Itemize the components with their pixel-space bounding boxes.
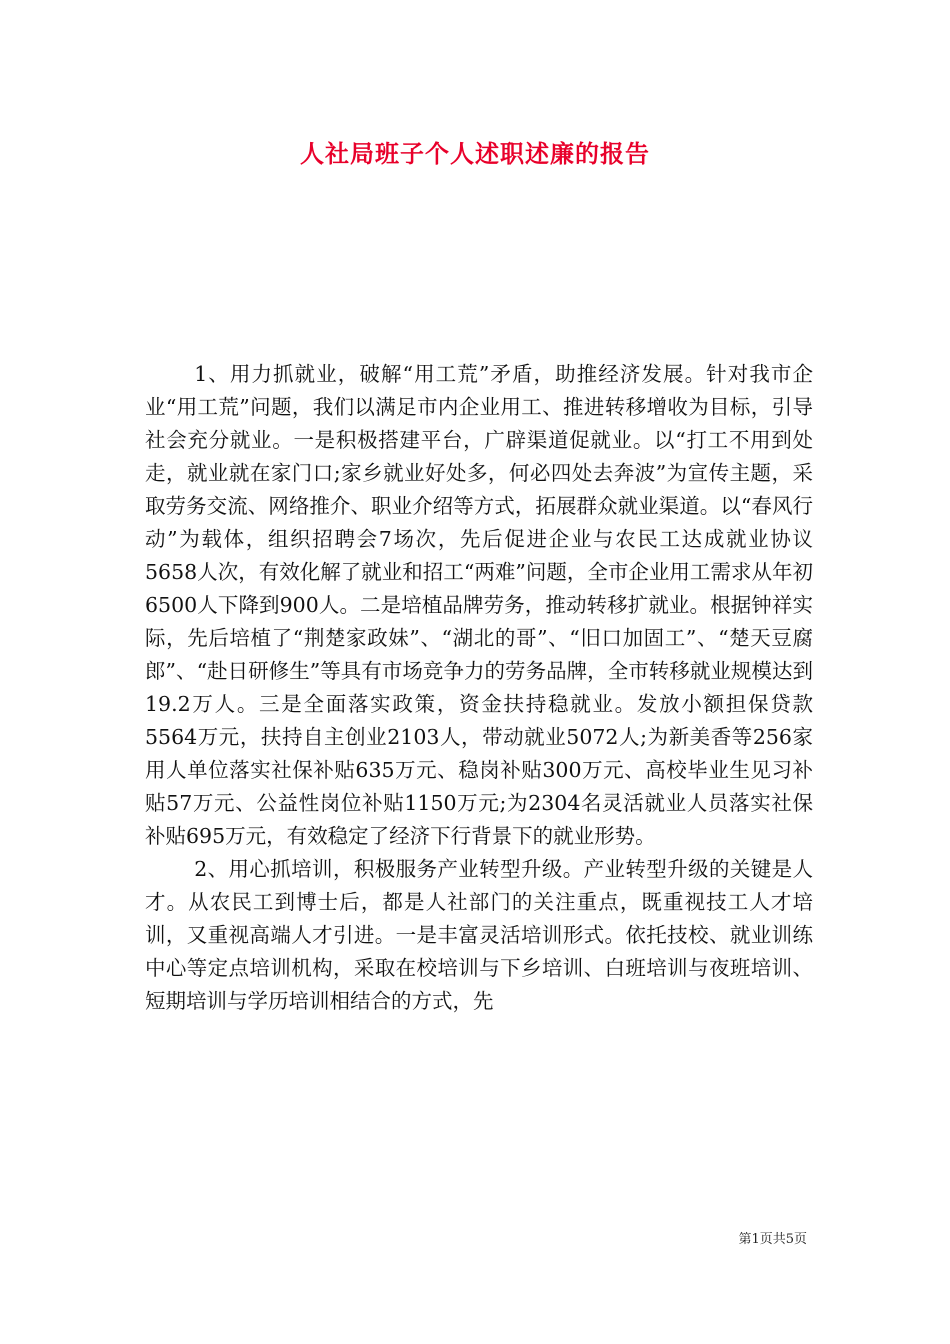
document-title: 人社局班子个人述职述廉的报告 [300, 139, 650, 168]
paragraph-1: 1、用力抓就业，破解“用工荒”矛盾，助推经济发展。针对我市企业“用工荒”问题，我们以满足市内企业用工、推进转移增收为目标，引导社会充分就业。一是积极搭建平台，广辟渠道促就业。以“打工不用到处走，就业就在家门口;家乡就业好处多，何必四处去奔波”为宣传主题，采取劳务交流、网络推介、职业介绍等方式，拓展群众就业渠道。以“春风行动”为载体，组织招聘会7场次，先后促进企业与农民工达成就业协议5658人次，有效化解了就业和招工“两难”问题，全市企业用工需求从年初6500人下降到900人。二是培植品牌劳务，推动转移扩就业。根据钟祥实际，先后培植了“荆楚家政妹”、“湖北的哥”、“旧口加固工”、“楚天豆腐郎”、“赴日研修生”等具有市场竞争力的劳务品牌，全市转移就业规模达到19.2万人。三是全面落实政策，资金扶持稳就业。发放小额担保贷款5564万元，扶持自主创业2103人，带动就业5072人;为新美香等256家用人单位落实社保补贴635万元、稳岗补贴300万元、高校毕业生见习补贴57万元、公益性岗位补贴1150万元;为2304名灵活就业人员落实社保补贴695万元，有效稳定了经济下行背景下的就业形势。 [145, 362, 813, 848]
page-number-footer: 第1页共5页 [738, 1232, 807, 1247]
paragraph-2: 2、用心抓培训，积极服务产业转型升级。产业转型升级的关键是人才。从农民工到博士后，都是人社部门的关注重点，既重视技工人才培训，又重视高端人才引进。一是丰富灵活培训形式。依托技校、就业训练中心等定点培训机构，采取在校培训与下乡培训、白班培训与夜班培训、短期培训与学历培训相结合的方式，先 [145, 857, 813, 1013]
document-body [145, 358, 813, 1018]
